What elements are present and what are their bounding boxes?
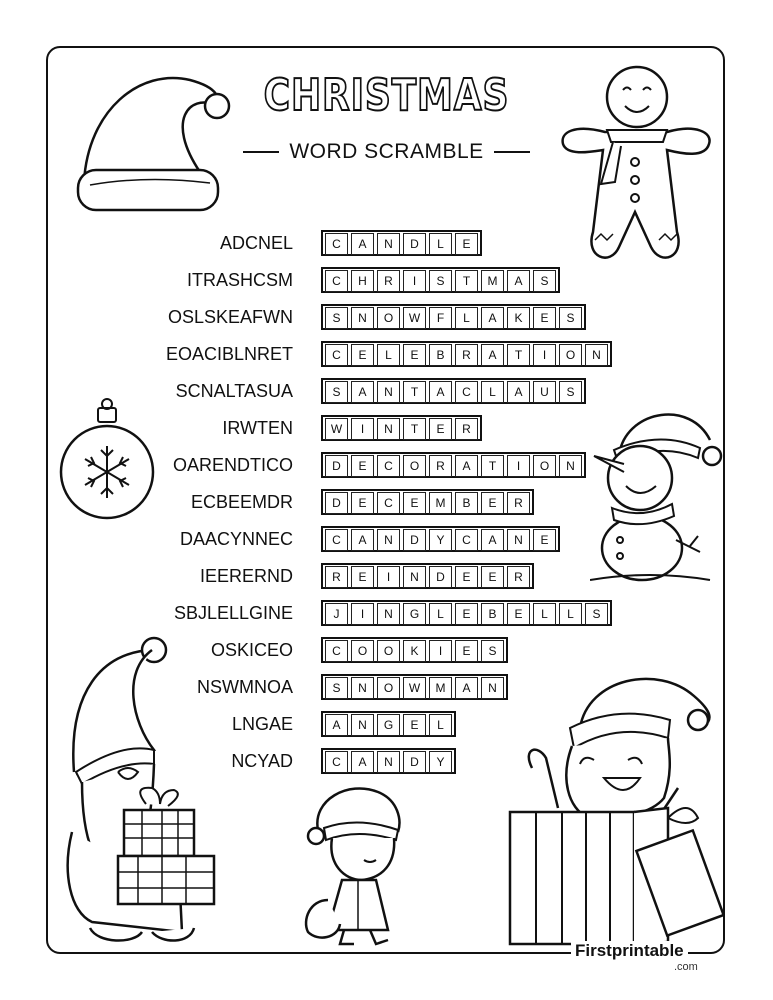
answer-letter-box[interactable]: S [533, 270, 556, 292]
scrambled-word: LNGAE [231, 714, 293, 734]
answer-letter-box[interactable]: O [377, 677, 400, 699]
answer-letter-box[interactable]: C [377, 492, 400, 514]
puzzle-row [0, 711, 773, 737]
answer-letter-box[interactable]: R [507, 566, 530, 588]
answer-letter-box[interactable]: S [325, 677, 348, 699]
answer-letter-box[interactable]: O [559, 344, 582, 366]
answer-letter-box[interactable]: C [325, 529, 348, 551]
answer-letter-box[interactable]: C [325, 344, 348, 366]
puzzle-row [0, 378, 773, 404]
answer-letter-box[interactable]: W [403, 677, 426, 699]
answer-letter-box[interactable]: N [377, 603, 400, 625]
puzzle-row [0, 748, 773, 774]
answer-letter-box[interactable]: T [403, 418, 426, 440]
answer-letter-box[interactable]: W [403, 307, 426, 329]
scrambled-word: IEERERND [199, 566, 293, 586]
answer-letter-box[interactable]: C [325, 270, 348, 292]
answer-letter-box[interactable]: N [351, 714, 374, 736]
answer-letter-box[interactable]: O [403, 455, 426, 477]
answer-letter-box[interactable]: R [507, 492, 530, 514]
scrambled-word: SCNALTASUA [175, 381, 293, 401]
answer-letter-box[interactable]: O [533, 455, 556, 477]
answer-letter-box[interactable]: E [351, 344, 374, 366]
answer-letter-box[interactable]: C [377, 455, 400, 477]
subtitle-text: WORD SCRAMBLE [289, 140, 484, 163]
answer-letter-box[interactable]: R [377, 270, 400, 292]
puzzle-row [0, 452, 773, 478]
scrambled-word: ITRASHCSM [186, 270, 293, 290]
scrambled-word: ADCNEL [219, 233, 293, 253]
answer-letter-box[interactable]: I [351, 418, 374, 440]
scrambled-word: OSKICEO [210, 640, 293, 660]
answer-boxes [321, 711, 456, 737]
answer-letter-box[interactable]: I [403, 270, 426, 292]
answer-letter-box[interactable]: C [455, 381, 478, 403]
answer-letter-box[interactable]: S [559, 307, 582, 329]
answer-letter-box[interactable]: M [429, 492, 452, 514]
answer-letter-box[interactable]: O [377, 640, 400, 662]
puzzle-row [0, 526, 773, 552]
answer-letter-box[interactable]: S [585, 603, 608, 625]
answer-letter-box[interactable]: E [455, 566, 478, 588]
answer-boxes [321, 563, 534, 589]
answer-letter-box[interactable]: L [481, 381, 504, 403]
answer-letter-box[interactable]: B [455, 492, 478, 514]
answer-letter-box[interactable]: A [351, 233, 374, 255]
subtitle-rule-right [494, 151, 530, 153]
answer-boxes [321, 230, 482, 256]
answer-letter-box[interactable]: E [351, 492, 374, 514]
santa-hat-icon [70, 60, 240, 225]
answer-letter-box[interactable]: T [481, 455, 504, 477]
answer-letter-box[interactable]: H [351, 270, 374, 292]
answer-letter-box[interactable]: B [481, 603, 504, 625]
answer-letter-box[interactable]: D [403, 529, 426, 551]
answer-letter-box[interactable]: A [481, 307, 504, 329]
puzzle-row [0, 674, 773, 700]
answer-letter-box[interactable]: N [403, 566, 426, 588]
scrambled-word: ECBEEMDR [190, 492, 293, 512]
scrambled-word: DAACYNNEC [179, 529, 293, 549]
answer-letter-box[interactable]: E [403, 714, 426, 736]
answer-boxes [321, 637, 508, 663]
answer-letter-box[interactable]: D [429, 566, 452, 588]
answer-letter-box[interactable]: L [429, 714, 452, 736]
answer-letter-box[interactable]: D [325, 455, 348, 477]
answer-letter-box[interactable]: C [455, 529, 478, 551]
answer-letter-box[interactable]: N [507, 529, 530, 551]
answer-letter-box[interactable]: I [351, 603, 374, 625]
brand-logo: Firstprintable [571, 941, 688, 961]
answer-letter-box[interactable]: L [455, 307, 478, 329]
answer-letter-box[interactable]: S [325, 307, 348, 329]
answer-letter-box[interactable]: A [507, 270, 530, 292]
puzzle-row [0, 637, 773, 663]
answer-boxes [321, 600, 612, 626]
answer-letter-box[interactable]: I [533, 344, 556, 366]
answer-letter-box[interactable]: O [351, 640, 374, 662]
answer-letter-box[interactable]: K [507, 307, 530, 329]
answer-letter-box[interactable]: L [533, 603, 556, 625]
page-title: CHRISTMAS [263, 70, 510, 121]
answer-letter-box[interactable]: K [403, 640, 426, 662]
scrambled-word: OARENDTICO [172, 455, 293, 475]
answer-letter-box[interactable]: S [481, 640, 504, 662]
answer-letter-box[interactable]: R [455, 418, 478, 440]
answer-boxes [321, 415, 482, 441]
answer-letter-box[interactable]: L [429, 603, 452, 625]
answer-letter-box[interactable]: S [559, 381, 582, 403]
answer-letter-box[interactable]: E [351, 455, 374, 477]
scrambled-word: EOACIBLNRET [165, 344, 293, 364]
answer-letter-box[interactable]: A [429, 381, 452, 403]
answer-letter-box[interactable]: A [455, 455, 478, 477]
puzzle-row [0, 600, 773, 626]
answer-letter-box[interactable]: L [377, 344, 400, 366]
answer-letter-box[interactable]: E [455, 640, 478, 662]
answer-letter-box[interactable]: E [507, 603, 530, 625]
answer-letter-box[interactable]: N [351, 307, 374, 329]
answer-letter-box[interactable]: A [455, 677, 478, 699]
answer-letter-box[interactable]: R [455, 344, 478, 366]
answer-letter-box[interactable]: N [585, 344, 608, 366]
answer-letter-box[interactable]: I [507, 455, 530, 477]
answer-boxes [321, 674, 508, 700]
answer-letter-box[interactable]: E [403, 492, 426, 514]
answer-letter-box[interactable]: A [481, 344, 504, 366]
answer-letter-box[interactable]: R [325, 566, 348, 588]
answer-letter-box[interactable]: I [377, 566, 400, 588]
answer-letter-box[interactable]: W [325, 418, 348, 440]
brand-domain: .com [674, 961, 698, 973]
answer-letter-box[interactable]: U [533, 381, 556, 403]
answer-letter-box[interactable]: G [403, 603, 426, 625]
answer-letter-box[interactable]: Y [429, 529, 452, 551]
answer-letter-box[interactable]: D [403, 233, 426, 255]
answer-letter-box[interactable]: R [429, 455, 452, 477]
answer-letter-box[interactable]: A [507, 381, 530, 403]
answer-boxes [321, 267, 560, 293]
answer-letter-box[interactable]: E [455, 233, 478, 255]
subtitle-rule-left [243, 151, 279, 153]
answer-letter-box[interactable]: C [325, 640, 348, 662]
answer-letter-box[interactable]: Y [429, 751, 452, 773]
answer-letter-box[interactable]: G [377, 714, 400, 736]
answer-letter-box[interactable]: J [325, 603, 348, 625]
scrambled-word: SBJLELLGINE [173, 603, 293, 623]
answer-letter-box[interactable]: N [377, 233, 400, 255]
puzzle-row [0, 304, 773, 330]
answer-letter-box[interactable]: B [429, 344, 452, 366]
answer-letter-box[interactable]: A [351, 381, 374, 403]
answer-letter-box[interactable]: A [325, 714, 348, 736]
scrambled-word: IRWTEN [222, 418, 293, 438]
scrambled-word: NCYAD [231, 751, 293, 771]
elf-girl-with-sack-icon [298, 780, 418, 950]
answer-letter-box[interactable]: T [403, 381, 426, 403]
scrambled-word: NSWMNOA [197, 677, 293, 697]
answer-letter-box[interactable]: E [533, 529, 556, 551]
answer-boxes [321, 526, 560, 552]
answer-letter-box[interactable]: E [481, 492, 504, 514]
answer-letter-box[interactable]: T [507, 344, 530, 366]
answer-boxes [321, 341, 612, 367]
answer-boxes [321, 489, 534, 515]
answer-letter-box[interactable]: E [351, 566, 374, 588]
answer-letter-box[interactable]: L [559, 603, 582, 625]
answer-boxes [321, 748, 456, 774]
answer-letter-box[interactable]: S [429, 270, 452, 292]
answer-letter-box[interactable]: S [325, 381, 348, 403]
answer-letter-box[interactable]: I [429, 640, 452, 662]
answer-letter-box[interactable]: F [429, 307, 452, 329]
answer-letter-box[interactable]: D [325, 492, 348, 514]
puzzle-row [0, 230, 773, 256]
puzzle-row [0, 489, 773, 515]
answer-letter-box[interactable]: A [351, 751, 374, 773]
answer-letter-box[interactable]: E [533, 307, 556, 329]
answer-letter-box[interactable]: L [429, 233, 452, 255]
answer-letter-box[interactable]: T [455, 270, 478, 292]
answer-letter-box[interactable]: N [481, 677, 504, 699]
puzzle-row [0, 563, 773, 589]
answer-letter-box[interactable]: E [403, 344, 426, 366]
answer-letter-box[interactable]: E [481, 566, 504, 588]
answer-letter-box[interactable]: N [377, 751, 400, 773]
santa-in-gift-box-icon [508, 668, 723, 948]
answer-letter-box[interactable]: N [377, 381, 400, 403]
answer-boxes [321, 304, 586, 330]
puzzle-row [0, 341, 773, 367]
answer-letter-box[interactable]: A [351, 529, 374, 551]
answer-letter-box[interactable]: D [403, 751, 426, 773]
answer-letter-box[interactable]: M [429, 677, 452, 699]
answer-letter-box[interactable]: N [377, 529, 400, 551]
puzzle-row [0, 415, 773, 441]
answer-letter-box[interactable]: N [351, 677, 374, 699]
answer-letter-box[interactable]: N [559, 455, 582, 477]
puzzle-row [0, 267, 773, 293]
answer-letter-box[interactable]: C [325, 233, 348, 255]
answer-letter-box[interactable]: O [377, 307, 400, 329]
answer-letter-box[interactable]: M [481, 270, 504, 292]
scrambled-word: OSLSKEAFWN [167, 307, 293, 327]
answer-letter-box[interactable]: E [455, 603, 478, 625]
answer-letter-box[interactable]: A [481, 529, 504, 551]
answer-boxes [321, 378, 586, 404]
answer-letter-box[interactable]: N [377, 418, 400, 440]
answer-boxes [321, 452, 586, 478]
answer-letter-box[interactable]: E [429, 418, 452, 440]
answer-letter-box[interactable]: C [325, 751, 348, 773]
